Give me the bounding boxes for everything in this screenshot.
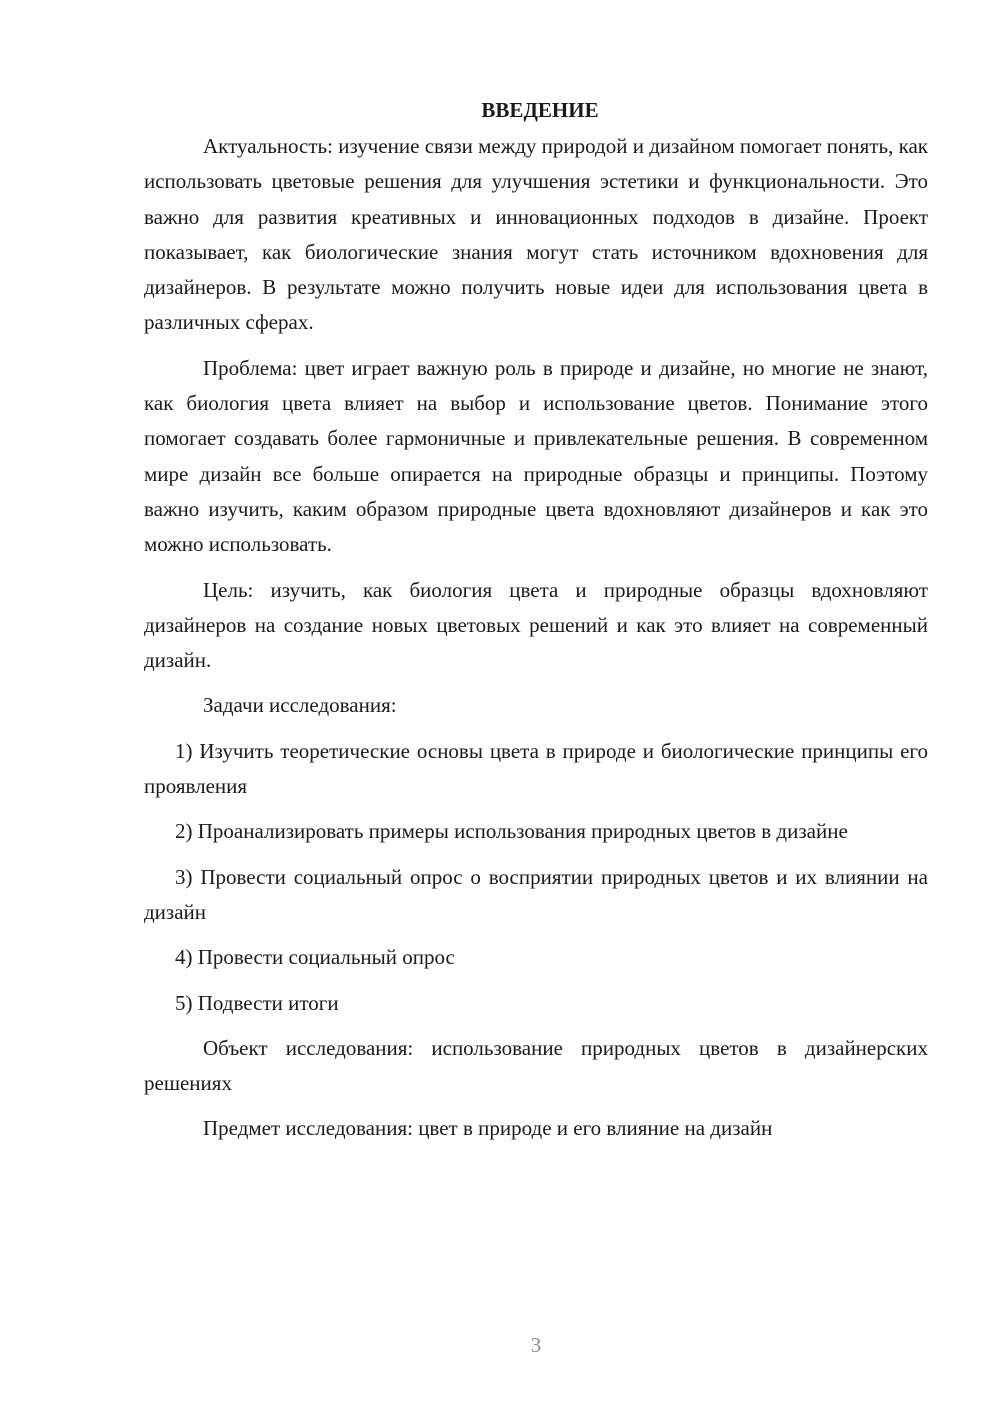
task-item: 1) Изучить теоретические основы цвета в природе и биологические принципы его проявления xyxy=(144,738,928,799)
task-item: 4) Провести социальный опрос xyxy=(175,945,455,970)
task-item: 5) Подвести итоги xyxy=(175,990,339,1015)
task-item: 3) Провести социальный опрос о восприятии природных цветов и их влиянии на дизайн xyxy=(144,864,928,924)
subject-paragraph: Предмет исследования: цвет в природе и его влияние на дизайн xyxy=(203,1116,773,1141)
page-content xyxy=(144,92,928,1157)
relevance-paragraph: Актуальность: изучение связи между природой и дизайном помогает понять, как использовать цветовые решения для улучшения эстетики и функциональности. Это важно для развития креативных и инновационных подходов в дизайне. Проект показывает, как биологические знания могут стать источником вдохновения для дизайнеров. В результате можно получить новые идеи для использования цвета в различных сферах. xyxy=(144,134,928,335)
tasks-heading: Задачи исследования: xyxy=(203,693,397,718)
page-number: 3 xyxy=(530,1333,542,1357)
task-item: 2) Проанализировать примеры использования природных цветов в дизайне xyxy=(175,819,848,844)
section-title: ВВЕДЕНИЕ xyxy=(481,98,599,122)
problem-paragraph: Проблема: цвет играет важную роль в природе и дизайне, но многие не знают, как биология цвета влияет на выбор и использование цветов. Понимание этого помогает создавать более гармоничные и привлекательные решения. В современном мире дизайн все больше опирается на природные образцы и принципы. Поэтому важно изучить, каким образом природные цвета вдохновляют дизайнеров и как это можно использовать. xyxy=(144,355,928,557)
goal-paragraph: Цель: изучить, как биология цвета и природные образцы вдохновляют дизайнеров на создание новых цветовых решений и как это влияет на современный дизайн. xyxy=(144,577,928,673)
object-paragraph: Объект исследования: использование природных цветов в дизайнерских решениях xyxy=(144,1035,928,1096)
